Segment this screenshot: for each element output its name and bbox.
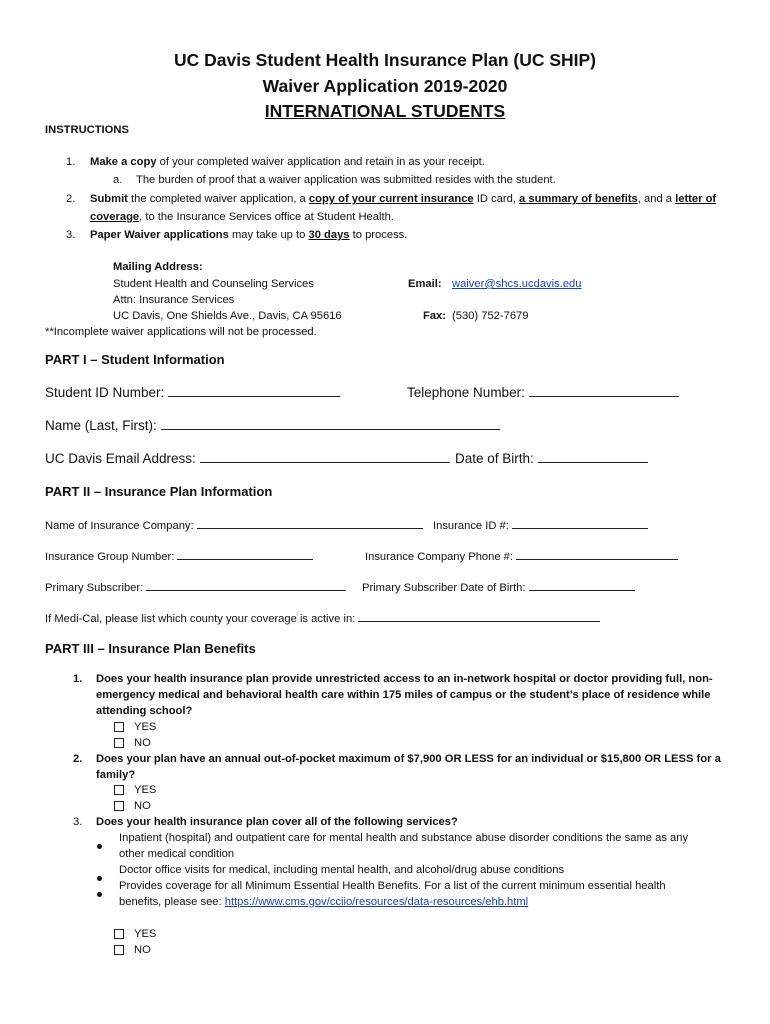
question-3-yes-checkbox[interactable] xyxy=(114,929,124,939)
incomplete-note: **Incomplete waiver applications will not be processed. xyxy=(45,326,317,338)
question-2-yes-label: YES xyxy=(134,784,157,796)
telephone-input[interactable] xyxy=(529,384,679,397)
question-2-yes-option[interactable] xyxy=(114,784,156,796)
form-subtitle: Waiver Application 2019-2020 xyxy=(262,76,508,96)
question-1-no-option[interactable] xyxy=(114,737,151,749)
question-3-no-checkbox[interactable] xyxy=(114,945,124,955)
ucd-email-label: UC Davis Email Address: xyxy=(45,451,196,466)
insurance-id-row xyxy=(433,516,648,532)
insurance-company-row xyxy=(45,516,423,532)
bullet-1-line-1: Inpatient (hospital) and outpatient care for mental health and substance abuse disorder conditions the same as any xyxy=(119,832,689,844)
medical-county-row xyxy=(45,609,600,625)
instruction-1a-text: The burden of proof that a waiver application was submitted resides with the student. xyxy=(136,174,556,186)
company-phone-input[interactable] xyxy=(516,547,678,560)
question-3-yes-label: YES xyxy=(134,928,157,940)
ucd-email-input[interactable] xyxy=(200,450,450,463)
instruction-2-text-a: the completed waiver application, a xyxy=(127,193,309,205)
form-audience: INTERNATIONAL STUDENTS xyxy=(264,101,506,121)
instruction-3-text-a: may take up to xyxy=(228,229,309,241)
question-1-yes-checkbox[interactable] xyxy=(114,722,124,732)
instruction-3-bold: Paper Waiver applications xyxy=(90,229,229,241)
primary-subscriber-row xyxy=(45,578,346,594)
dob-row xyxy=(455,450,648,466)
question-3-no-option[interactable] xyxy=(114,944,151,956)
bullet-icon xyxy=(97,876,102,881)
instruction-2 xyxy=(90,193,716,205)
instruction-1-text: of your completed waiver application and retain in as your receipt. xyxy=(156,156,485,168)
instruction-3-number: 3. xyxy=(66,229,76,241)
question-2-no-checkbox[interactable] xyxy=(114,801,124,811)
bullet-1-line-2: other medical condition xyxy=(119,848,235,860)
ehb-link[interactable]: https://www.cms.gov/cciio/resources/data-resources/ehb.html xyxy=(224,896,529,908)
part1-heading: PART I – Student Information xyxy=(45,352,225,367)
question-1-line-2: emergency medical and behavioral health care within 175 miles of campus or the student’s place of residence while xyxy=(96,689,711,701)
medical-county-label: If Medi-Cal, please list which county your coverage is active in: xyxy=(45,613,356,625)
part2-heading: PART II – Insurance Plan Information xyxy=(45,484,273,499)
question-2-yes-checkbox[interactable] xyxy=(114,785,124,795)
question-1-number: 1. xyxy=(73,673,83,685)
thirty-days-emphasis: 30 days xyxy=(308,229,350,241)
mailing-address-line-1: Student Health and Counseling Services xyxy=(113,278,314,290)
group-number-input[interactable] xyxy=(177,547,313,560)
question-3-number: 3. xyxy=(73,816,83,828)
question-3-no-label: NO xyxy=(134,944,151,956)
name-input[interactable] xyxy=(161,417,500,430)
coverage-emphasis: coverage xyxy=(90,211,140,223)
instruction-2-bold: Submit xyxy=(90,193,128,205)
mailing-address-line-2: Attn: Insurance Services xyxy=(113,294,235,306)
bullet-icon xyxy=(97,892,102,897)
insurance-company-input[interactable] xyxy=(197,516,423,529)
question-2-line-1: Does your plan have an annual out-of-pocket maximum of $7,900 OR LESS for an individual or $15,800 OR LESS for a xyxy=(96,753,721,765)
part3-heading: PART III – Insurance Plan Benefits xyxy=(45,641,256,656)
question-3-line-1: Does your health insurance plan cover all of the following services? xyxy=(96,816,458,828)
letter-of-emphasis: letter of xyxy=(675,193,717,205)
group-number-label: Insurance Group Number: xyxy=(45,551,175,563)
subscriber-dob-input[interactable] xyxy=(529,578,635,591)
fax-number: (530) 752-7679 xyxy=(452,310,529,322)
email-label: Email: xyxy=(408,278,442,290)
mailing-address-line-3: UC Davis, One Shields Ave., Davis, CA 95616 xyxy=(113,310,342,322)
name-row xyxy=(45,417,500,433)
insurance-id-input[interactable] xyxy=(512,516,648,529)
name-label: Name (Last, First): xyxy=(45,418,157,433)
instruction-3-text-b: to process. xyxy=(349,229,408,241)
question-1-yes-option[interactable] xyxy=(114,721,156,733)
bullet-2-line-1: Doctor office visits for medical, including mental health, and alcohol/drug abuse conditions xyxy=(119,864,565,876)
question-1-line-1: Does your health insurance plan provide unrestricted access to an in-network hospital or doctor providing full, non- xyxy=(96,673,713,685)
instruction-1 xyxy=(90,156,485,168)
instruction-2-continued xyxy=(90,211,394,223)
group-number-row xyxy=(45,547,313,563)
question-2-line-2: family? xyxy=(96,769,136,781)
primary-subscriber-label: Primary Subscriber: xyxy=(45,582,144,594)
student-id-label: Student ID Number: xyxy=(45,385,165,400)
instruction-1-bold: Make a copy xyxy=(90,156,157,168)
telephone-label: Telephone Number: xyxy=(407,385,525,400)
insurance-company-label: Name of Insurance Company: xyxy=(45,520,194,532)
instructions-heading: INSTRUCTIONS xyxy=(45,124,129,136)
dob-input[interactable] xyxy=(538,450,648,463)
student-id-row xyxy=(45,384,340,400)
question-1-line-3: attending school? xyxy=(96,705,193,717)
subscriber-dob-row xyxy=(362,578,635,594)
question-2-no-label: NO xyxy=(134,800,151,812)
instruction-1-number: 1. xyxy=(66,156,76,168)
question-1-yes-label: YES xyxy=(134,721,157,733)
insurance-copy-emphasis: copy of your current insurance xyxy=(308,193,474,205)
student-id-input[interactable] xyxy=(168,384,340,397)
subscriber-dob-label: Primary Subscriber Date of Birth: xyxy=(362,582,526,594)
company-phone-label: Insurance Company Phone #: xyxy=(365,551,514,563)
primary-subscriber-input[interactable] xyxy=(146,578,346,591)
medical-county-input[interactable] xyxy=(358,609,600,622)
mailing-address-heading: Mailing Address: xyxy=(113,261,203,273)
fax-label: Fax: xyxy=(423,310,447,322)
bullet-3-line-1: Provides coverage for all Minimum Essential Health Benefits. For a list of the current minimum essential health xyxy=(119,880,666,892)
question-2-no-option[interactable] xyxy=(114,800,151,812)
instruction-2-text-b: ID card, xyxy=(473,193,520,205)
bullet-icon xyxy=(97,844,102,849)
bullet-3-line-2 xyxy=(119,896,528,908)
instruction-2-number: 2. xyxy=(66,193,76,205)
bullet-3-prefix: benefits, please see: xyxy=(119,896,225,908)
telephone-row xyxy=(407,384,679,400)
company-phone-row xyxy=(365,547,678,563)
email-address-row xyxy=(45,450,450,466)
instruction-3 xyxy=(90,229,407,241)
question-1-no-checkbox[interactable] xyxy=(114,738,124,748)
form-title: UC Davis Student Health Insurance Plan (UC SHIP) xyxy=(173,50,597,70)
question-2-number: 2. xyxy=(73,753,83,765)
question-3-yes-option[interactable] xyxy=(114,928,156,940)
email-link[interactable]: waiver@shcs.ucdavis.edu xyxy=(452,278,582,290)
instruction-2-text-c: , and a xyxy=(637,193,676,205)
question-1-no-label: NO xyxy=(134,737,151,749)
benefits-summary-emphasis: a summary of benefits xyxy=(519,193,638,205)
dob-label: Date of Birth: xyxy=(455,451,534,466)
insurance-id-label: Insurance ID #: xyxy=(433,520,509,532)
instruction-1a-letter: a. xyxy=(113,174,123,186)
instruction-2-text-d: , to the Insurance Services office at Student Health. xyxy=(139,211,394,223)
